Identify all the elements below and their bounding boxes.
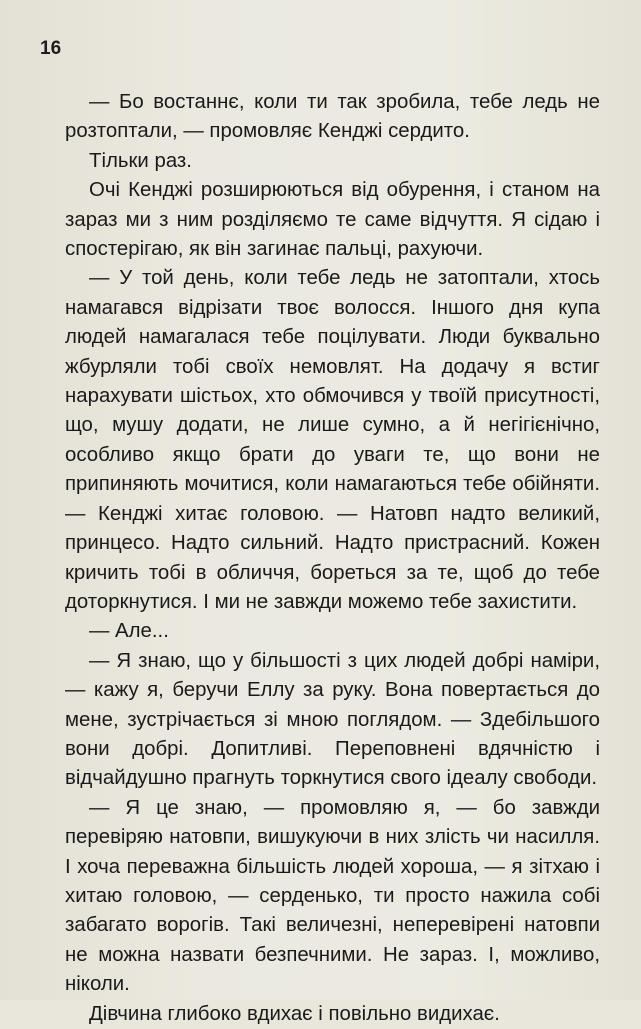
page-number: 16 — [40, 38, 62, 59]
paragraph: — Але... — [89, 620, 169, 643]
paragraph: Дівчина глибоко вдихає і повільно видихає. — [89, 1002, 500, 1025]
paragraph: Очі Кенджі розширюються від обурення, і станом на зараз ми з ним розділяємо те саме відчуття. Я сідаю і спостерігаю, як він загинає пальці, рахуючи. — [65, 179, 600, 261]
paragraph: — Бо востаннє, коли ти так зробила, тебе ледь не розтоптали, — промовляє Кенджі сердито. — [65, 91, 600, 143]
paragraph: — Я знаю, що у більшості з цих людей добрі наміри, — кажу я, беручи Еллу за руку. Вона повертається до мене, зустрічається зі мною поглядом. — Здебільшого вони добрі. Допитливі. Переповнені вдячністю і відчайдушно прагнуть торкнутися свого ідеалу свободи. — [65, 649, 600, 790]
paragraph: — У той день, коли тебе ледь не затоптали, хтось намагався відрізати твоє волосся. Іншого дня купа людей намагалася тебе поцілувати. Люди буквально жбурляли тобі своїх немовлят. На додачу я встиг нарахувати шістьох, хто обмочився у твоїй присутності, що, мушу додати, не лише сумно, а й негігієнічно, особливо якщо брати до уваги те, що вони не припиняють мочитися, коли намагаються тебе обійняти. — Кенджі хитає головою. — Натовп надто великий, принцесо. Надто сильний. Надто пристрасний. Кожен кричить тобі в обличчя, бореться за те, щоб до тебе доторкнутися. І ми не завжди можемо тебе захистити. — [65, 267, 600, 613]
paragraph: — Я це знаю, — промовляю я, — бо завжди перевіряю натовпи, вишукуючи в них злість чи насилля. І хоча переважна більшість людей хороша, — я зітхаю і хитаю головою, — серденько, ти просто нажила собі забагато ворогів. Такі величезні, неперевірені натовпи не можна назвати безпечними. Не зараз. І, можливо, ніколи. — [65, 796, 600, 996]
body-text — [65, 88, 600, 1029]
paragraph: Тільки раз. — [89, 149, 192, 172]
